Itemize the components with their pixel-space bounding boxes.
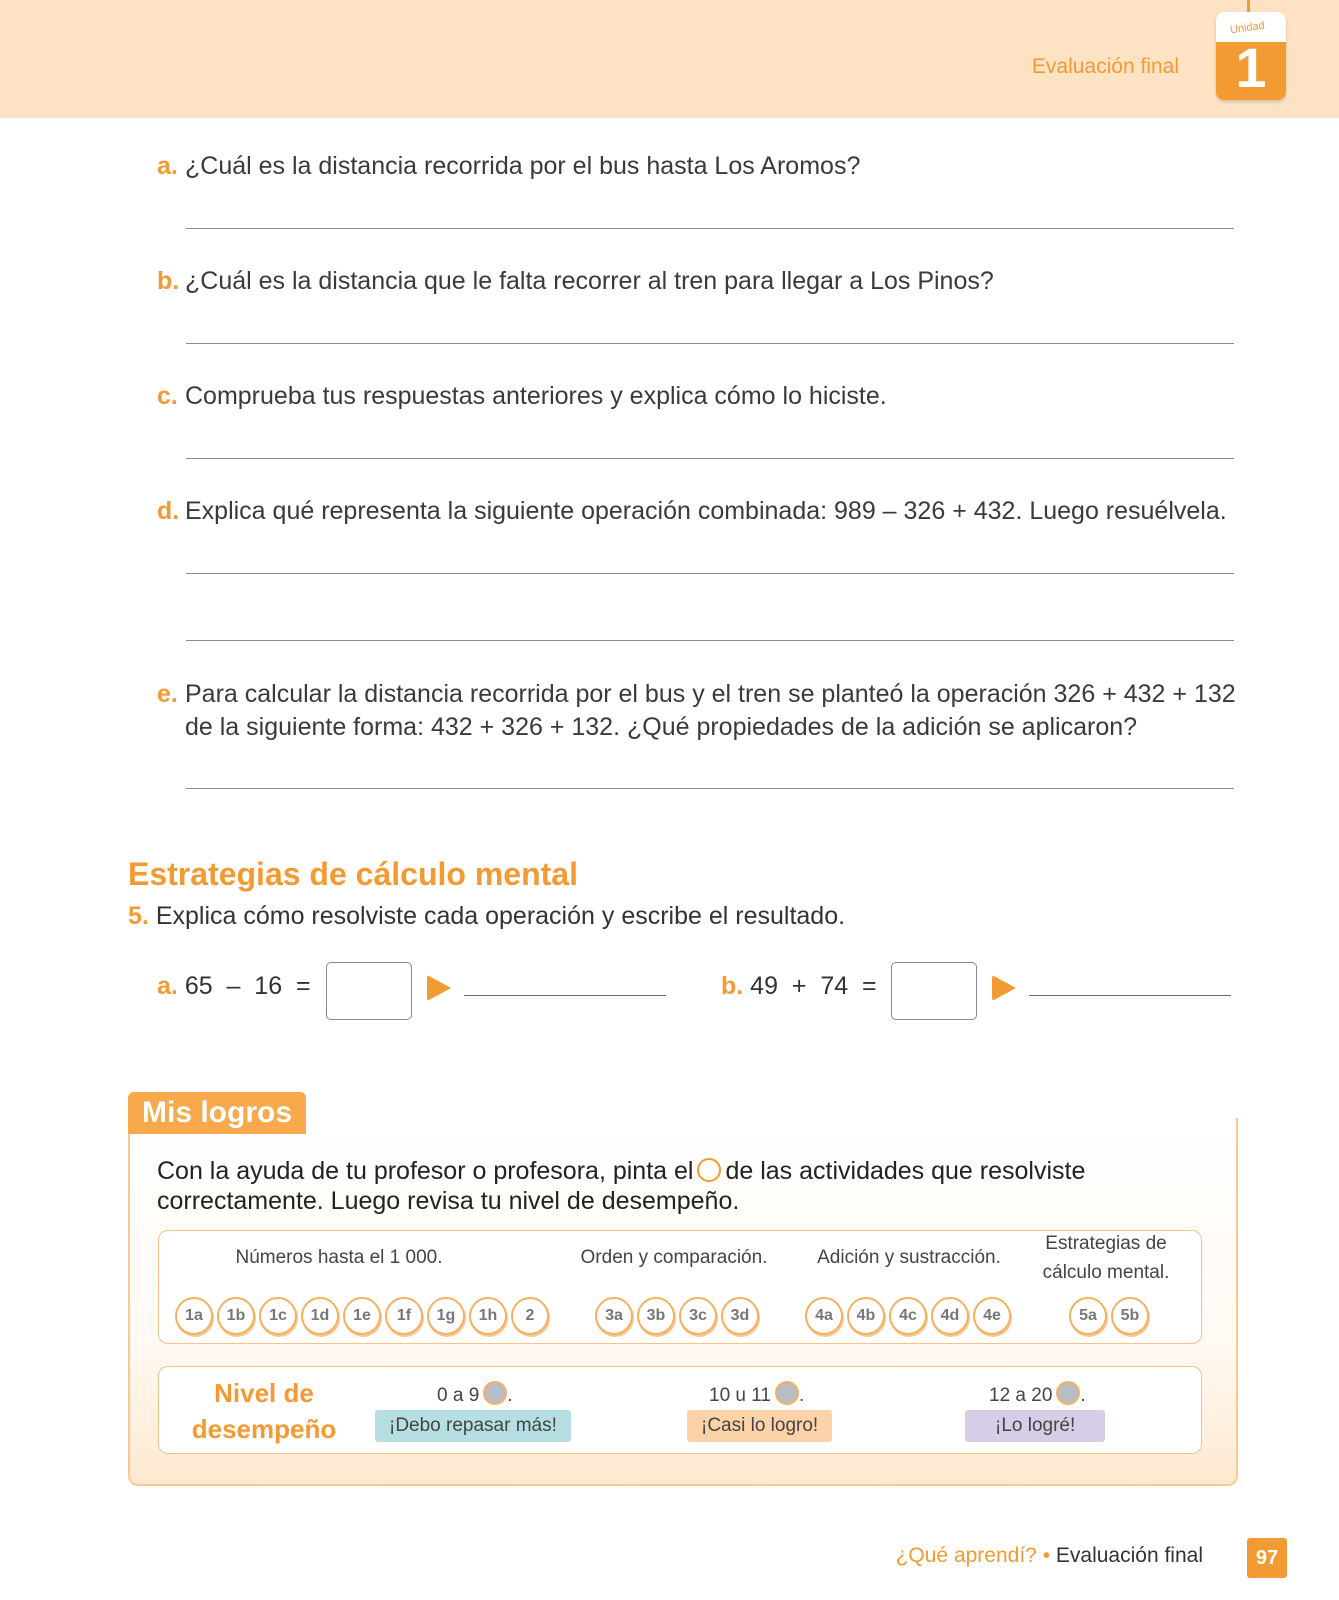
question-letter: e.: [157, 680, 178, 708]
question-number: 5.: [128, 902, 149, 930]
level-range-mid: 10 u 11 .: [709, 1381, 804, 1407]
question-letter: c.: [157, 382, 178, 410]
question-b: [157, 265, 994, 298]
activity-circle-4a[interactable]: 4a: [805, 1297, 843, 1335]
activity-circle-1f[interactable]: 1f: [385, 1297, 423, 1335]
answer-line-b[interactable]: [186, 343, 1234, 344]
performance-title: [179, 1375, 349, 1447]
unit-badge: [1216, 12, 1286, 100]
question-letter: a.: [157, 152, 178, 180]
question-a: [157, 150, 860, 183]
footer: [896, 1544, 1203, 1568]
category-label-line2: cálculo mental.: [1042, 1262, 1170, 1283]
answer-line-e[interactable]: [186, 788, 1234, 789]
painted-circle-icon: [775, 1381, 799, 1405]
footer-accent: ¿Qué aprendí?: [895, 1544, 1037, 1567]
level-badge-low: ¡Debo repasar más!: [375, 1410, 571, 1442]
logros-title: Mis logros: [128, 1092, 306, 1134]
activity-circle-3b[interactable]: 3b: [637, 1297, 675, 1335]
explanation-line-a[interactable]: [464, 995, 666, 996]
result-box-a[interactable]: [326, 962, 412, 1020]
instruction-line2: correctamente. Luego revisa tu nivel de desempeño.: [157, 1187, 740, 1215]
answer-line-d2[interactable]: [186, 640, 1234, 641]
circle-icon: [697, 1158, 721, 1182]
question-text-line2: de la siguiente forma: 432 + 326 + 132. ¿Qué propiedades de la adición se aplicaron?: [185, 713, 1138, 741]
level-range-high: 12 a 20 .: [989, 1381, 1086, 1407]
activity-circle-1c[interactable]: 1c: [259, 1297, 297, 1335]
activity-circle-5b[interactable]: 5b: [1111, 1297, 1149, 1335]
answer-line-a[interactable]: [186, 228, 1234, 229]
activity-circle-1e[interactable]: 1e: [343, 1297, 381, 1335]
unit-word: Unidad: [1229, 19, 1266, 37]
painted-circle-icon: [483, 1381, 507, 1405]
answer-line-c[interactable]: [186, 458, 1234, 459]
question-text: Explica qué representa la siguiente operación combinada: 989 – 326 + 432. Luego resuélvela.: [185, 497, 1227, 525]
performance-title-line1: Nivel de: [214, 1378, 314, 1408]
activity-circle-1b[interactable]: 1b: [217, 1297, 255, 1335]
activity-circle-1d[interactable]: 1d: [301, 1297, 339, 1335]
question-c: [157, 380, 887, 413]
operation-expression: 49 + 74 =: [750, 972, 877, 1000]
range-text: 0 a 9: [437, 1385, 480, 1406]
level-range-low: 0 a 9 .: [437, 1381, 513, 1407]
activity-circle-4d[interactable]: 4d: [931, 1297, 969, 1335]
play-arrow-icon: [427, 975, 451, 1001]
activity-circle-5a[interactable]: 5a: [1069, 1297, 1107, 1335]
activity-circle-1a[interactable]: 1a: [175, 1297, 213, 1335]
activity-circle-3d[interactable]: 3d: [721, 1297, 759, 1335]
question-5-text: Explica cómo resolviste cada operación y escribe el resultado.: [155, 902, 846, 930]
logros-instruction: [157, 1156, 1157, 1216]
painted-circle-icon: [1056, 1381, 1080, 1405]
header-section-title: Evaluación final: [1031, 55, 1179, 78]
activities-table: [158, 1230, 1202, 1344]
question-text-line1: Para calcular la distancia recorrida por el bus y el tren se planteó la operación 326 + 432 + 132: [185, 680, 1236, 708]
activity-circle-4e[interactable]: 4e: [973, 1297, 1011, 1335]
question-text: ¿Cuál es la distancia recorrida por el bus hasta Los Aromos?: [185, 152, 861, 180]
level-badge-high: ¡Lo logré!: [965, 1410, 1105, 1442]
torn-paper-edge: [0, 104, 1339, 126]
question-5: [128, 902, 845, 931]
operation-a: [157, 972, 311, 1001]
level-badge-mid: ¡Casi lo logro!: [687, 1410, 832, 1442]
activity-circle-1g[interactable]: 1g: [427, 1297, 465, 1335]
page-number: 97: [1247, 1538, 1287, 1578]
instruction-part1: Con la ayuda de tu profesor o profesora, pinta el: [157, 1157, 694, 1185]
category-numeros: Números hasta el 1 000.: [235, 1247, 443, 1268]
unit-number: 1: [1235, 36, 1267, 99]
footer-text: Evaluación final: [1055, 1544, 1203, 1567]
category-adicion: Adición y sustracción.: [817, 1247, 1001, 1268]
operation-expression: 65 – 16 =: [184, 972, 311, 1000]
category-label-line1: Estrategias de: [1045, 1233, 1167, 1254]
question-letter: d.: [157, 497, 180, 525]
activity-circle-4c[interactable]: 4c: [889, 1297, 927, 1335]
question-text: Comprueba tus respuestas anteriores y explica cómo lo hiciste.: [185, 382, 887, 410]
operation-letter: a.: [157, 972, 178, 1000]
question-e: [157, 678, 1257, 744]
question-letter: b.: [157, 267, 180, 295]
explanation-line-b[interactable]: [1029, 995, 1231, 996]
question-d: [157, 495, 1227, 528]
operation-b: [721, 972, 877, 1001]
question-text: ¿Cuál es la distancia que le falta recorrer al tren para llegar a Los Pinos?: [185, 267, 994, 295]
performance-level-box: [158, 1366, 1202, 1454]
instruction-part2: de las actividades que resolviste: [725, 1157, 1086, 1185]
result-box-b[interactable]: [891, 962, 977, 1020]
activity-circle-2[interactable]: 2: [511, 1297, 549, 1335]
answer-line-d1[interactable]: [186, 573, 1234, 574]
activity-circle-3a[interactable]: 3a: [595, 1297, 633, 1335]
category-estrategias: [1021, 1229, 1191, 1287]
activity-circle-3c[interactable]: 3c: [679, 1297, 717, 1335]
category-orden: Orden y comparación.: [580, 1247, 768, 1268]
activity-circle-4b[interactable]: 4b: [847, 1297, 885, 1335]
section-title: Estrategias de cálculo mental: [128, 856, 578, 892]
footer-bullet: •: [1042, 1544, 1051, 1567]
range-text: 10 u 11: [709, 1385, 771, 1406]
range-text: 12 a 20: [989, 1385, 1053, 1406]
performance-title-line2: desempeño: [191, 1414, 337, 1444]
activity-circle-1h[interactable]: 1h: [469, 1297, 507, 1335]
operation-letter: b.: [721, 972, 744, 1000]
play-arrow-icon: [992, 975, 1016, 1001]
